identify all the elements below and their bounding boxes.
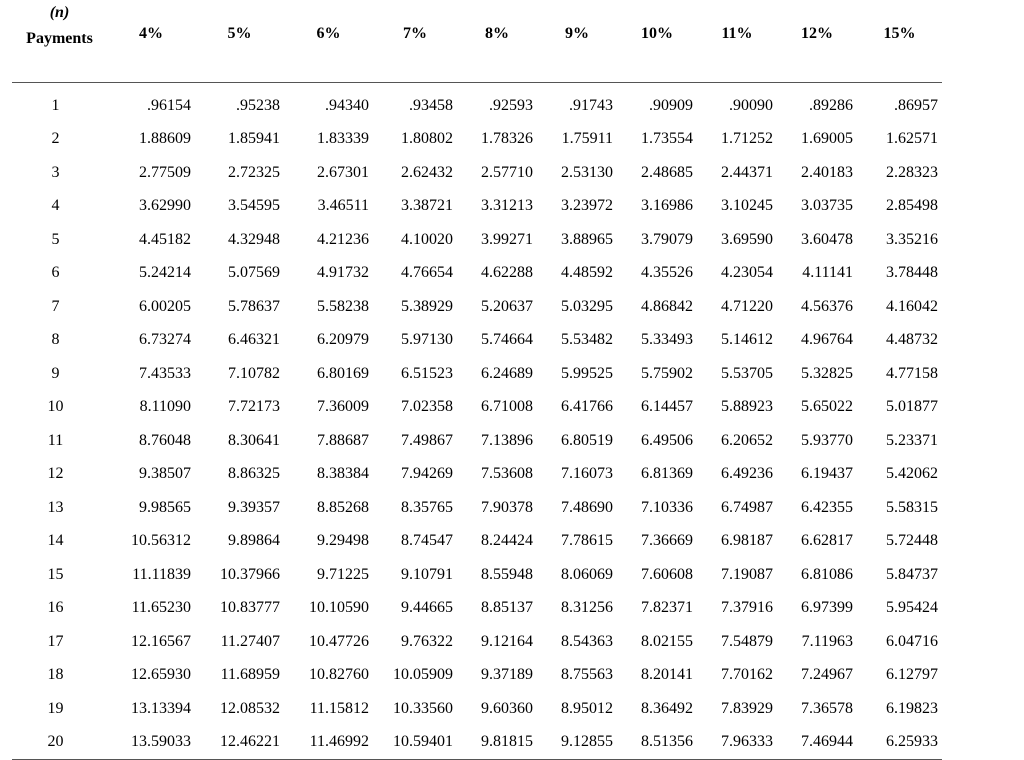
factor-cell: 5.58315 [886, 498, 938, 516]
factor-cell: 10.82760 [309, 666, 369, 684]
table-row [12, 558, 942, 592]
factor-cell: .93458 [409, 96, 453, 114]
table-row [12, 223, 942, 257]
factor-cell: 4.76654 [401, 264, 453, 282]
rate-header-9: 9% [537, 0, 617, 83]
factor-cell: 5.99525 [561, 364, 613, 382]
factor-cell: 9.38507 [139, 465, 191, 483]
factor-cell: 3.99271 [481, 230, 533, 248]
factor-cell: 4.86842 [641, 297, 693, 315]
factor-cell: 8.86325 [228, 465, 280, 483]
factor-cell: 8.51356 [617, 726, 697, 760]
factor-cell: .94340 [325, 96, 369, 114]
factor-cell: .90090 [729, 96, 773, 114]
factor-cell: 12.65930 [131, 666, 191, 684]
factor-cell: 1.80802 [401, 130, 453, 148]
factor-cell: 5.07569 [228, 264, 280, 282]
annuity-table-container [12, 0, 942, 760]
factor-cell: 5.33493 [641, 331, 693, 349]
factor-cell: 13.59033 [107, 726, 195, 760]
factor-cell: 8.35765 [401, 498, 453, 516]
payment-number-cell: 14 [47, 532, 64, 550]
factor-cell: 5.01877 [886, 398, 938, 416]
present-value-annuity-table [12, 0, 942, 760]
factor-cell: 11.15812 [309, 699, 369, 717]
factor-cell: 2.67301 [317, 163, 369, 181]
factor-cell: 7.54879 [721, 632, 773, 650]
factor-cell: 9.98565 [139, 498, 191, 516]
factor-cell: 6.24689 [481, 364, 533, 382]
factor-cell: 3.60478 [801, 230, 853, 248]
payment-number-cell: 7 [51, 297, 60, 315]
table-row [12, 592, 942, 626]
factor-cell: 8.85137 [481, 599, 533, 617]
factor-cell: 4.71220 [721, 297, 773, 315]
payment-number-cell: 5 [51, 230, 60, 248]
table-row [12, 190, 942, 224]
factor-cell: 8.76048 [139, 431, 191, 449]
factor-cell: 9.44665 [401, 599, 453, 617]
factor-cell: 2.44371 [721, 163, 773, 181]
payment-number-cell: 11 [47, 431, 64, 449]
factor-cell: 12.16567 [131, 632, 191, 650]
factor-cell: 6.49236 [721, 465, 773, 483]
factor-cell: 5.84737 [886, 565, 938, 583]
factor-cell: 4.48732 [886, 331, 938, 349]
rate-header-8: 8% [457, 0, 537, 83]
factor-cell: 3.03735 [801, 197, 853, 215]
factor-cell: 2.57710 [481, 163, 533, 181]
factor-cell: 8.31256 [561, 599, 613, 617]
factor-cell: 7.24967 [801, 666, 853, 684]
factor-cell: 5.42062 [886, 465, 938, 483]
rate-header-5: 5% [195, 0, 284, 83]
rate-header-11: 11% [697, 0, 777, 83]
factor-cell: 6.98187 [721, 532, 773, 550]
factor-cell: 1.71252 [721, 130, 773, 148]
factor-cell: 10.05909 [393, 666, 453, 684]
table-row [12, 391, 942, 425]
factor-cell: 5.38929 [401, 297, 453, 315]
factor-cell: 5.72448 [886, 532, 938, 550]
factor-cell: 6.14457 [641, 398, 693, 416]
factor-cell: 7.46944 [777, 726, 857, 760]
factor-cell: 4.35526 [641, 264, 693, 282]
payment-number-cell: 1 [51, 96, 60, 114]
factor-cell: 9.29498 [317, 532, 369, 550]
factor-cell: 3.23972 [561, 197, 613, 215]
factor-cell: 7.82371 [641, 599, 693, 617]
factor-cell: .89286 [809, 96, 853, 114]
factor-cell: 7.96333 [697, 726, 777, 760]
factor-cell: 2.85498 [886, 197, 938, 215]
factor-cell: 13.13394 [131, 699, 191, 717]
payment-number-cell: 15 [47, 565, 64, 583]
factor-cell: 6.80169 [317, 364, 369, 382]
factor-cell: 10.56312 [131, 532, 191, 550]
factor-cell: 4.23054 [721, 264, 773, 282]
factor-cell: 6.20652 [721, 431, 773, 449]
factor-cell: 4.21236 [317, 230, 369, 248]
factor-cell: 4.96764 [801, 331, 853, 349]
factor-cell: 8.95012 [561, 699, 613, 717]
factor-cell: 3.69590 [721, 230, 773, 248]
factor-cell: 3.35216 [886, 230, 938, 248]
factor-cell: 2.62432 [401, 163, 453, 181]
factor-cell: 3.31213 [481, 197, 533, 215]
rate-header-10: 10% [617, 0, 697, 83]
factor-cell: 11.27407 [220, 632, 280, 650]
factor-cell: 2.72325 [228, 163, 280, 181]
factor-cell: 5.88923 [721, 398, 773, 416]
factor-cell: 7.70162 [721, 666, 773, 684]
factor-cell: 11.11839 [132, 565, 191, 583]
factor-cell: 7.36009 [317, 398, 369, 416]
factor-cell: 4.91732 [317, 264, 369, 282]
factor-cell: 6.25933 [857, 726, 942, 760]
payment-number-cell: 17 [47, 632, 64, 650]
factor-cell: 9.37189 [481, 666, 533, 684]
factor-cell: 7.60608 [641, 565, 693, 583]
factor-cell: 8.11090 [139, 398, 191, 416]
factor-cell: 6.74987 [721, 498, 773, 516]
factor-cell: 3.16986 [641, 197, 693, 215]
factor-cell: 3.54595 [228, 197, 280, 215]
factor-cell: 1.78326 [481, 130, 533, 148]
factor-cell: 10.83777 [220, 599, 280, 617]
factor-cell: 9.39357 [228, 498, 280, 516]
factor-cell: 1.75911 [561, 130, 613, 148]
payment-number-cell: 20 [12, 726, 107, 760]
factor-cell: 7.43533 [139, 364, 191, 382]
factor-cell: 1.88609 [139, 130, 191, 148]
factor-cell: 6.81369 [641, 465, 693, 483]
factor-cell: 4.10020 [401, 230, 453, 248]
factor-cell: 7.90378 [481, 498, 533, 516]
factor-cell: 8.36492 [641, 699, 693, 717]
n-symbol: (n) [49, 4, 70, 21]
table-row [12, 156, 942, 190]
factor-cell: 6.42355 [801, 498, 853, 516]
factor-cell: 6.00205 [139, 297, 191, 315]
table-header [12, 0, 942, 83]
factor-cell: 7.37916 [721, 599, 773, 617]
table-row [12, 357, 942, 391]
factor-cell: 7.10782 [228, 364, 280, 382]
factor-cell: 10.47726 [309, 632, 369, 650]
factor-cell: .91743 [569, 96, 613, 114]
factor-cell: 2.53130 [561, 163, 613, 181]
factor-cell: 1.83339 [317, 130, 369, 148]
factor-cell: 6.19823 [886, 699, 938, 717]
factor-cell: 3.88965 [561, 230, 613, 248]
factor-cell: 3.38721 [401, 197, 453, 215]
factor-cell: 5.95424 [886, 599, 938, 617]
table-row [12, 83, 942, 123]
factor-cell: 4.45182 [139, 230, 191, 248]
factor-cell: 7.48690 [561, 498, 613, 516]
factor-cell: 8.38384 [317, 465, 369, 483]
factor-cell: 10.59401 [373, 726, 457, 760]
factor-cell: 7.02358 [401, 398, 453, 416]
factor-cell: 6.71008 [481, 398, 533, 416]
factor-cell: 6.73274 [139, 331, 191, 349]
factor-cell: 7.10336 [641, 498, 693, 516]
table-row [12, 458, 942, 492]
factor-cell: 5.20637 [481, 297, 533, 315]
payment-number-cell: 6 [51, 264, 60, 282]
factor-cell: 6.81086 [801, 565, 853, 583]
factor-cell: 7.49867 [401, 431, 453, 449]
table-row [12, 659, 942, 693]
factor-cell: 8.30641 [228, 431, 280, 449]
factor-cell: 8.74547 [401, 532, 453, 550]
factor-cell: 4.62288 [481, 264, 533, 282]
factor-cell: 12.08532 [220, 699, 280, 717]
factor-cell: 7.72173 [228, 398, 280, 416]
factor-cell: 2.48685 [641, 163, 693, 181]
factor-cell: 9.60360 [481, 699, 533, 717]
factor-cell: 10.37966 [220, 565, 280, 583]
table-row [12, 290, 942, 324]
factor-cell: 5.58238 [317, 297, 369, 315]
factor-cell: 11.65230 [131, 599, 191, 617]
table-row [12, 726, 942, 760]
factor-cell: 4.77158 [886, 364, 938, 382]
payment-number-cell: 18 [47, 666, 64, 684]
payment-number-cell: 8 [51, 331, 60, 349]
factor-cell: 8.06069 [561, 565, 613, 583]
factor-cell: 7.78615 [561, 532, 613, 550]
factor-cell: 5.24214 [139, 264, 191, 282]
factor-cell: 8.24424 [481, 532, 533, 550]
table-body [12, 83, 942, 760]
header-row [12, 0, 942, 83]
factor-cell: .95238 [236, 96, 280, 114]
factor-cell: 10.10590 [309, 599, 369, 617]
table-row [12, 123, 942, 157]
factor-cell: 7.94269 [401, 465, 453, 483]
factor-cell: 9.81815 [457, 726, 537, 760]
factor-cell: 6.04716 [886, 632, 938, 650]
factor-cell: 8.85268 [317, 498, 369, 516]
payment-number-cell: 9 [51, 364, 60, 382]
factor-cell: 5.74664 [481, 331, 533, 349]
table-row [12, 625, 942, 659]
factor-cell: 9.71225 [317, 565, 369, 583]
factor-cell: 2.40183 [801, 163, 853, 181]
factor-cell: 5.14612 [721, 331, 773, 349]
rate-header-12: 12% [777, 0, 857, 83]
factor-cell: 7.83929 [721, 699, 773, 717]
factor-cell: 7.13896 [481, 431, 533, 449]
factor-cell: 6.41766 [561, 398, 613, 416]
table-row [12, 424, 942, 458]
rate-header-7: 7% [373, 0, 457, 83]
factor-cell: 3.10245 [721, 197, 773, 215]
factor-cell: 9.12855 [537, 726, 617, 760]
factor-cell: 6.49506 [641, 431, 693, 449]
factor-cell: 5.32825 [801, 364, 853, 382]
factor-cell: 1.73554 [641, 130, 693, 148]
factor-cell: 3.79079 [641, 230, 693, 248]
payment-number-cell: 3 [51, 163, 60, 181]
table-row [12, 692, 942, 726]
factor-cell: 9.89864 [228, 532, 280, 550]
factor-cell: 11.46992 [284, 726, 373, 760]
factor-cell: 2.28323 [886, 163, 938, 181]
factor-cell: 6.97399 [801, 599, 853, 617]
payment-number-cell: 16 [47, 599, 64, 617]
factor-cell: .86957 [894, 96, 938, 114]
table-row [12, 324, 942, 358]
rate-header-4: 4% [107, 0, 195, 83]
factor-cell: 5.53482 [561, 331, 613, 349]
payments-column-header [12, 0, 107, 83]
factor-cell: 6.19437 [801, 465, 853, 483]
factor-cell: 1.62571 [886, 130, 938, 148]
payments-label: Payments [26, 30, 93, 47]
factor-cell: 12.46221 [195, 726, 284, 760]
factor-cell: 5.53705 [721, 364, 773, 382]
payment-number-cell: 13 [47, 498, 64, 516]
table-row [12, 525, 942, 559]
factor-cell: .92593 [489, 96, 533, 114]
factor-cell: 6.62817 [801, 532, 853, 550]
payment-number-cell: 2 [51, 130, 60, 148]
factor-cell: 1.85941 [228, 130, 280, 148]
factor-cell: 2.77509 [139, 163, 191, 181]
factor-cell: 6.20979 [317, 331, 369, 349]
factor-cell: 7.36669 [641, 532, 693, 550]
factor-cell: 3.78448 [886, 264, 938, 282]
factor-cell: 9.12164 [481, 632, 533, 650]
factor-cell: 5.78637 [228, 297, 280, 315]
factor-cell: 7.11963 [801, 632, 853, 650]
payment-number-cell: 19 [47, 699, 64, 717]
factor-cell: 1.69005 [801, 130, 853, 148]
table-row [12, 257, 942, 291]
payment-number-cell: 10 [47, 398, 64, 416]
table-row [12, 491, 942, 525]
factor-cell: 7.36578 [801, 699, 853, 717]
factor-cell: 6.51523 [401, 364, 453, 382]
payment-number-cell: 4 [51, 197, 60, 215]
factor-cell: 6.46321 [228, 331, 280, 349]
factor-cell: 4.48592 [561, 264, 613, 282]
payment-number-cell: 12 [47, 465, 64, 483]
factor-cell: 11.68959 [220, 666, 280, 684]
factor-cell: 7.53608 [481, 465, 533, 483]
factor-cell: 5.93770 [801, 431, 853, 449]
factor-cell: 5.75902 [641, 364, 693, 382]
factor-cell: .90909 [649, 96, 693, 114]
factor-cell: 9.76322 [401, 632, 453, 650]
factor-cell: 4.11141 [802, 264, 853, 282]
factor-cell: 7.19087 [721, 565, 773, 583]
factor-cell: 8.20141 [641, 666, 693, 684]
factor-cell: 7.16073 [561, 465, 613, 483]
factor-cell: 8.02155 [641, 632, 693, 650]
factor-cell: 8.54363 [561, 632, 613, 650]
factor-cell: 4.16042 [886, 297, 938, 315]
factor-cell: 8.75563 [561, 666, 613, 684]
factor-cell: 6.80519 [561, 431, 613, 449]
factor-cell: 5.03295 [561, 297, 613, 315]
factor-cell: 5.65022 [801, 398, 853, 416]
factor-cell: 6.12797 [886, 666, 938, 684]
factor-cell: 4.56376 [801, 297, 853, 315]
factor-cell: 4.32948 [228, 230, 280, 248]
factor-cell: 10.33560 [393, 699, 453, 717]
factor-cell: 8.55948 [481, 565, 533, 583]
factor-cell: 9.10791 [401, 565, 453, 583]
factor-cell: 7.88687 [317, 431, 369, 449]
rate-header-15: 15% [857, 0, 942, 83]
factor-cell: 5.97130 [401, 331, 453, 349]
rate-header-6: 6% [284, 0, 373, 83]
factor-cell: 3.46511 [317, 197, 369, 215]
factor-cell: 5.23371 [886, 431, 938, 449]
factor-cell: .96154 [147, 96, 191, 114]
factor-cell: 3.62990 [139, 197, 191, 215]
